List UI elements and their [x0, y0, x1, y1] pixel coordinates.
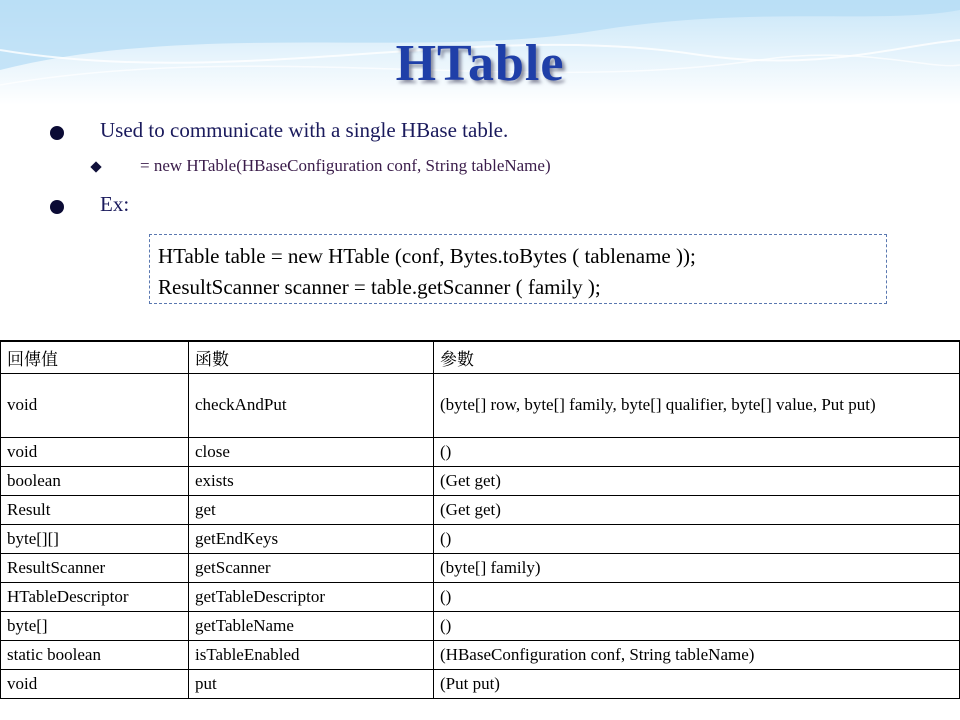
table-header-row — [1, 341, 960, 373]
table-row — [1, 669, 960, 698]
cell-function: getTableName — [189, 611, 434, 640]
code-line: HTable table = new HTable (conf, Bytes.toBytes ( tablename )); — [158, 244, 696, 268]
header-return-type: 回傳值 — [1, 341, 189, 373]
cell-return-type: ResultScanner — [1, 553, 189, 582]
cell-function: exists — [189, 466, 434, 495]
constructor-signature: = new HTable(HBaseConfiguration conf, String tableName) — [140, 156, 551, 175]
table-row — [1, 437, 960, 466]
cell-return-type: static boolean — [1, 640, 189, 669]
cell-parameters: (Get get) — [434, 495, 960, 524]
method-table — [0, 340, 960, 699]
diamond-bullet-icon — [90, 161, 101, 172]
header-parameters: 參數 — [434, 341, 960, 373]
bullet-dot-icon — [50, 200, 64, 214]
cell-function: getEndKeys — [189, 524, 434, 553]
cell-parameters: (HBaseConfiguration conf, String tableName) — [434, 640, 960, 669]
cell-parameters: (Get get) — [434, 466, 960, 495]
cell-parameters: (Put put) — [434, 669, 960, 698]
cell-parameters: () — [434, 437, 960, 466]
header-function: 函數 — [189, 341, 434, 373]
cell-parameters: (byte[] family) — [434, 553, 960, 582]
cell-function: close — [189, 437, 434, 466]
cell-return-type: boolean — [1, 466, 189, 495]
cell-function: checkAndPut — [189, 373, 434, 437]
bullet-dot-icon — [50, 126, 64, 140]
cell-function: getTableDescriptor — [189, 582, 434, 611]
cell-return-type: void — [1, 373, 189, 437]
table-row — [1, 582, 960, 611]
cell-return-type: byte[] — [1, 611, 189, 640]
cell-parameters: () — [434, 524, 960, 553]
cell-function: isTableEnabled — [189, 640, 434, 669]
slide-title: HTable — [395, 35, 565, 92]
cell-parameters: () — [434, 582, 960, 611]
cell-parameters: () — [434, 611, 960, 640]
cell-return-type: void — [1, 669, 189, 698]
cell-function: getScanner — [189, 553, 434, 582]
cell-return-type: HTableDescriptor — [1, 582, 189, 611]
cell-return-type: Result — [1, 495, 189, 524]
cell-function: put — [189, 669, 434, 698]
code-example-box — [149, 234, 887, 304]
table-row — [1, 373, 960, 437]
table-row — [1, 553, 960, 582]
table-row — [1, 495, 960, 524]
bullet-intro: Used to communicate with a single HBase table. — [100, 118, 509, 142]
table-row — [1, 640, 960, 669]
table-row — [1, 611, 960, 640]
cell-function: get — [189, 495, 434, 524]
cell-parameters: (byte[] row, byte[] family, byte[] qualifier, byte[] value, Put put) — [434, 373, 960, 437]
cell-return-type: byte[][] — [1, 524, 189, 553]
bullet-example: Ex: — [100, 192, 130, 216]
cell-return-type: void — [1, 437, 189, 466]
table-row — [1, 466, 960, 495]
code-line: ResultScanner scanner = table.getScanner ( family ); — [158, 275, 601, 299]
table-row — [1, 524, 960, 553]
